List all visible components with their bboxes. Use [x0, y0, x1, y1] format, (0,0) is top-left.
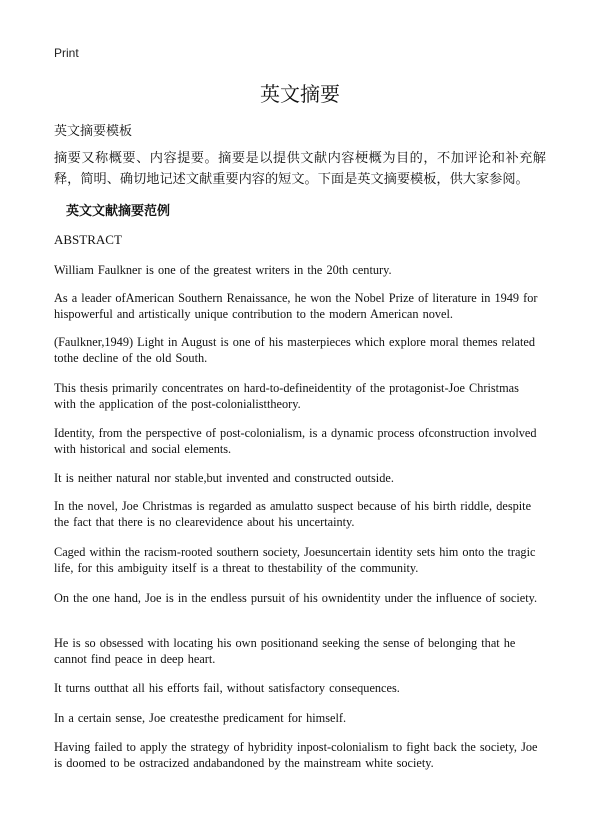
abstract-paragraph: Having failed to apply the strategy of hybridity inpost-colonialism to fight back the society, Joe is doomed to be ostracized andabandoned by the mainstream white society.	[54, 740, 538, 770]
abstract-paragraph: Caged within the racism-rooted southern society, Joesuncertain identity sets him onto the tragic life, for this ambiguity itself is a threat to thestability of the community.	[54, 545, 536, 575]
abstract-label: ABSTRACT	[54, 232, 122, 247]
subtitle: 英文摘要模板	[54, 124, 133, 139]
abstract-paragraph: In the novel, Joe Christmas is regarded as amulatto suspect because of his birth riddle, despite the fact that there is no clearevidence about his uncertainty.	[54, 499, 532, 529]
abstract-paragraph: It turns outthat all his efforts fail, without satisfactory consequences.	[54, 681, 400, 695]
print-link[interactable]: Print	[54, 46, 79, 60]
abstract-paragraph: (Faulkner,1949) Light in August is one of his masterpieces which explore moral themes related tothe decline of the old South.	[54, 335, 536, 365]
abstract-paragraph: On the one hand, Joe is in the endless pursuit of his ownidentity under the influence of society.	[54, 591, 538, 605]
abstract-paragraph: This thesis primarily concentrates on hard-to-defineidentity of the protagonist-Joe Christmas with the application of the post-colonialisttheory.	[54, 381, 519, 411]
abstract-paragraph: Identity, from the perspective of post-colonialism, is a dynamic process ofconstruction involved with historical and social elements.	[54, 426, 537, 456]
abstract-paragraph: In a certain sense, Joe createsthe predicament for himself.	[54, 711, 347, 725]
abstract-paragraph: He is so obsessed with locating his own positionand seeking the sense of belonging that he cannot find peace in deep heart.	[54, 636, 516, 666]
abstract-paragraph: As a leader ofAmerican Southern Renaissance, he won the Nobel Prize of literature in 1949 for hispowerful and artistically unique contribution to the modern American novel.	[54, 291, 538, 321]
page-title: 英文摘要	[260, 82, 340, 106]
abstract-paragraph: It is neither natural nor stable,but invented and constructed outside.	[54, 471, 394, 485]
section-heading: 英文文献摘要范例	[66, 204, 171, 219]
intro-paragraph: 摘要又称概要、内容提要。摘要是以提供文献内容梗概为目的，不加评论和补充解释，简明、确切地记述文献重要内容的短文。下面是英文摘要模板，供大家参阅。	[54, 151, 546, 187]
abstract-paragraph: William Faulkner is one of the greatest writers in the 20th century.	[54, 263, 392, 277]
